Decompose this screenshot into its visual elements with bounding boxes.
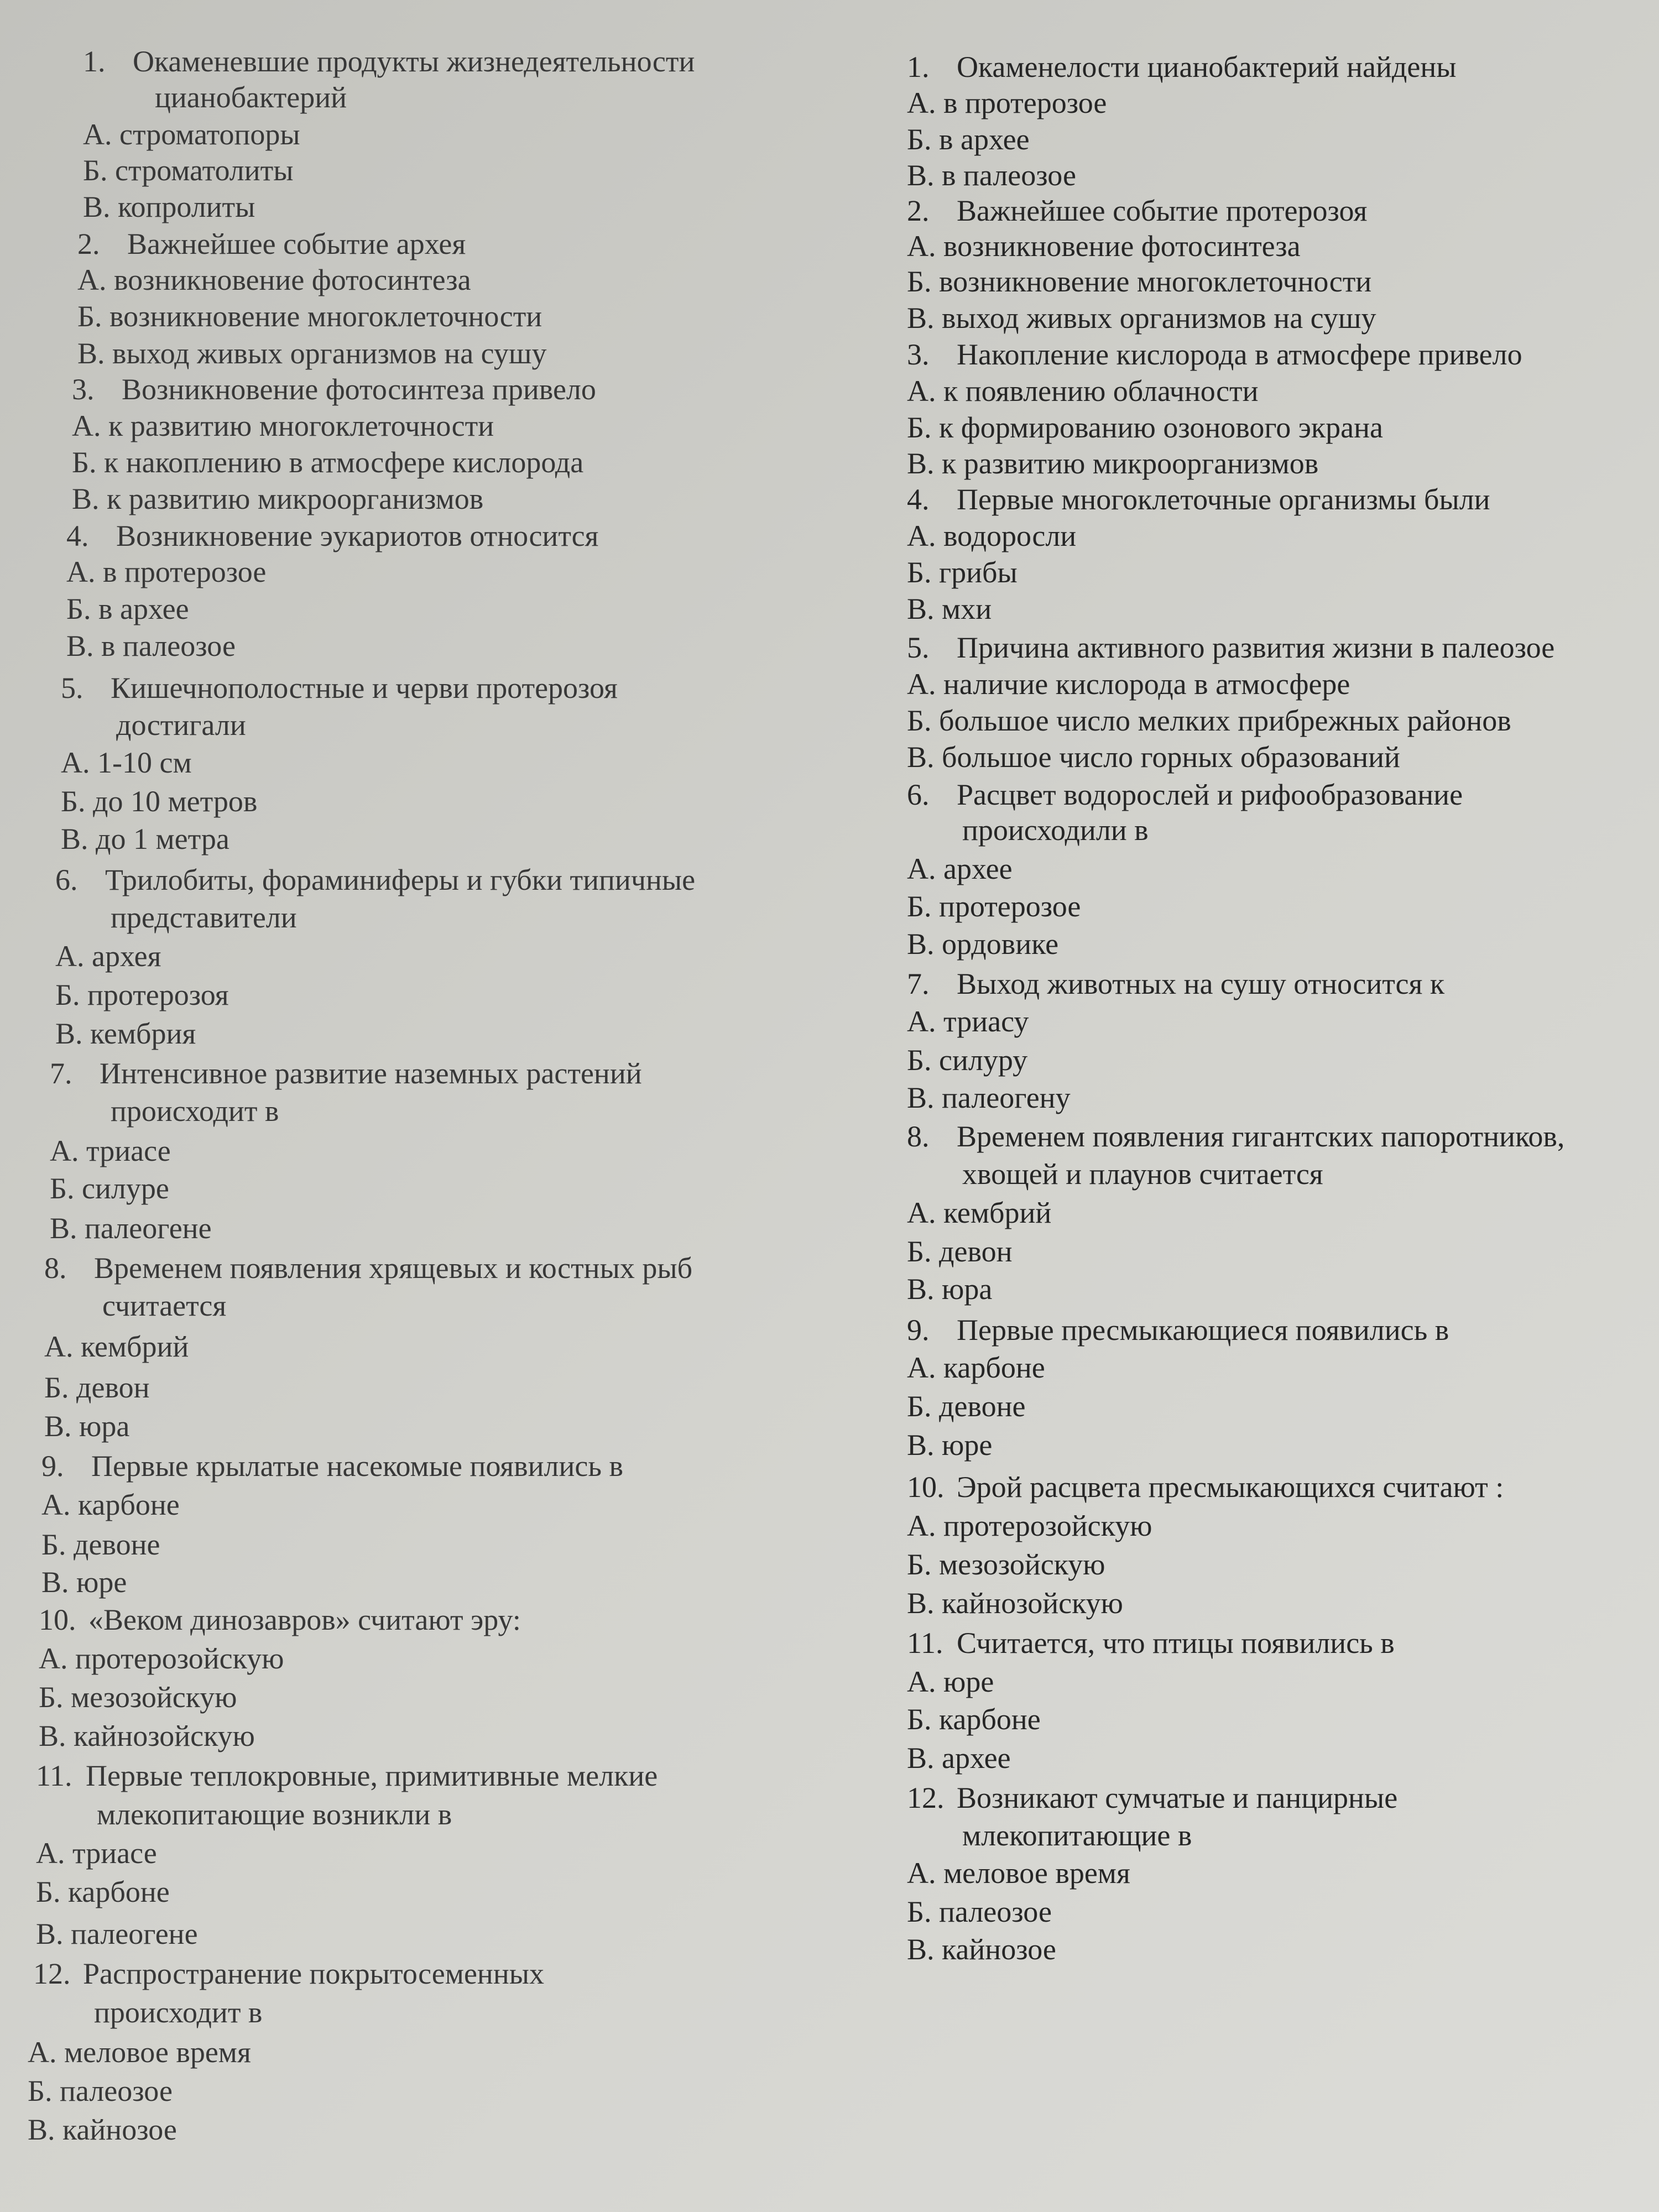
question-text: Окаменелости цианобактерий найдены <box>957 50 1457 84</box>
answer-option <box>36 1917 198 1951</box>
question-text: Временем появления хрящевых и костных рыб <box>94 1251 693 1285</box>
question-text: Накопление кислорода в атмосфере привело <box>957 338 1522 371</box>
answer-option <box>907 1272 992 1306</box>
option-text: Б. мезозойскую <box>39 1681 237 1714</box>
option-text: А. архея <box>55 940 161 973</box>
continuation-text: млекопитающие в <box>962 1819 1192 1852</box>
continuation-text: представители <box>111 901 297 934</box>
question-number: 4. <box>907 483 930 516</box>
answer-option <box>61 745 192 780</box>
option-text: Б. силуру <box>907 1044 1028 1077</box>
question-text: Возникновение фотосинтеза привело <box>122 373 596 406</box>
answer-option <box>55 978 229 1012</box>
question-continuation <box>111 900 297 935</box>
question-text: Причина активного развития жизни в палеозое <box>957 631 1555 664</box>
answer-option <box>907 86 1107 120</box>
option-text: В. выход живых организмов на сушу <box>907 301 1376 335</box>
answer-option <box>907 889 1081 924</box>
question-number: 12. <box>33 1957 71 1990</box>
question-text: Важнейшее событие протерозоя <box>957 194 1368 227</box>
continuation-text: достигали <box>116 708 246 742</box>
answer-option <box>41 1488 180 1522</box>
question-text: Окаменевшие продукты жизнедеятельности <box>133 45 695 78</box>
answer-option <box>72 482 483 516</box>
question-text: Возникновение эукариотов относится <box>116 519 599 552</box>
question-line <box>907 1626 1395 1660</box>
option-text: А. карбоне <box>41 1488 180 1521</box>
question-text: Первые теплокровные, примитивные мелкие <box>86 1759 658 1792</box>
question-text: «Веком динозавров» считают эру: <box>88 1603 521 1636</box>
question-line <box>41 1449 623 1483</box>
option-text: А. наличие кислорода в атмосфере <box>907 667 1350 701</box>
answer-option <box>77 263 471 297</box>
answer-option <box>907 1043 1027 1077</box>
option-text: Б. возникновение многоклеточности <box>77 300 542 333</box>
question-text: Трилобиты, фораминиферы и губки типичные <box>105 863 696 896</box>
question-line <box>907 630 1554 665</box>
answer-option <box>66 629 236 663</box>
option-text: В. к развитию микроорганизмов <box>907 447 1319 480</box>
question-number: 3. <box>907 338 930 371</box>
answer-option <box>55 939 161 973</box>
option-text: В. кайнозойскую <box>39 1719 255 1752</box>
option-text: А. возникновение фотосинтеза <box>907 229 1301 263</box>
option-text: Б. палеозое <box>28 2074 173 2107</box>
answer-option <box>39 1680 237 1714</box>
answer-option <box>50 1211 212 1245</box>
option-text: В. архее <box>907 1741 1011 1775</box>
question-line <box>44 1251 692 1285</box>
answer-option <box>907 1665 994 1699</box>
question-continuation <box>155 80 347 114</box>
question-line <box>907 967 1444 1001</box>
option-text: А. протерозойскую <box>907 1509 1152 1542</box>
question-number: 3. <box>72 373 95 406</box>
answer-option <box>907 703 1511 738</box>
option-text: Б. в архее <box>907 123 1030 156</box>
option-text: В. юра <box>907 1272 993 1306</box>
answer-option <box>907 1932 1056 1966</box>
option-text: А. в протерозое <box>907 86 1107 119</box>
option-text: Б. протерозое <box>907 890 1081 923</box>
answer-option <box>44 1370 149 1405</box>
answer-option <box>61 784 257 818</box>
answer-option <box>55 1016 196 1051</box>
option-text: Б. палеозое <box>907 1895 1052 1928</box>
question-line <box>907 1781 1397 1815</box>
answer-option <box>83 117 300 152</box>
answer-option <box>907 927 1058 961</box>
option-text: Б. девоне <box>907 1390 1026 1423</box>
question-number: 6. <box>907 778 930 811</box>
answer-option <box>907 1004 1029 1039</box>
option-text: Б. в архее <box>66 592 189 625</box>
option-text: Б. возникновение многоклеточности <box>907 265 1372 298</box>
question-text: Первые крылатые насекомые появились в <box>91 1449 623 1483</box>
question-text: Выход животных на сушу относится к <box>957 967 1445 1000</box>
option-text: В. юре <box>41 1566 127 1599</box>
question-continuation <box>111 1094 279 1128</box>
answer-option <box>907 264 1371 299</box>
question-number: 2. <box>77 227 100 260</box>
answer-option <box>36 1836 157 1870</box>
option-text: А. кембрий <box>44 1330 189 1363</box>
question-line <box>907 1313 1449 1347</box>
question-line <box>61 671 618 705</box>
option-text: А. водоросли <box>907 519 1077 552</box>
question-number: 10. <box>907 1470 945 1504</box>
question-line <box>907 482 1490 517</box>
continuation-text: происходит в <box>94 1996 263 2029</box>
option-text: Б. девоне <box>41 1528 160 1561</box>
option-text: Б. карбоне <box>907 1703 1041 1736</box>
answer-option <box>907 122 1030 156</box>
continuation-text: происходили в <box>962 813 1149 847</box>
question-line <box>36 1759 658 1793</box>
question-line <box>83 44 695 79</box>
question-number: 7. <box>907 967 930 1000</box>
option-text: В. юре <box>907 1428 993 1462</box>
answer-option <box>907 1547 1105 1582</box>
answer-option <box>44 1409 129 1443</box>
question-number: 8. <box>907 1120 930 1153</box>
question-continuation <box>962 1818 1192 1853</box>
answer-option <box>907 1081 1071 1115</box>
answer-option <box>907 1586 1123 1620</box>
answer-option <box>907 740 1400 774</box>
answer-option <box>907 1196 1051 1230</box>
answer-option <box>41 1527 160 1562</box>
question-text: Эрой расцвета пресмыкающихся считают : <box>957 1470 1504 1504</box>
option-text: Б. карбоне <box>36 1875 170 1908</box>
option-text: А. триасу <box>907 1005 1029 1038</box>
answer-option <box>907 1702 1041 1736</box>
option-text: А. архее <box>907 852 1013 885</box>
answer-option <box>907 555 1018 589</box>
question-line <box>907 1470 1504 1504</box>
option-text: В. к развитию микроорганизмов <box>72 482 484 515</box>
option-text: В. в палеозое <box>66 629 236 662</box>
option-text: А. триасе <box>50 1134 171 1167</box>
option-text: В. мхи <box>907 592 992 625</box>
question-line <box>39 1603 521 1637</box>
answer-option <box>907 667 1350 701</box>
answer-option <box>907 1895 1052 1929</box>
question-line <box>907 337 1522 372</box>
answer-option <box>907 1234 1012 1269</box>
option-text: Б. девон <box>907 1235 1013 1268</box>
question-number: 7. <box>50 1057 72 1090</box>
answer-option <box>66 555 266 589</box>
continuation-text: считается <box>102 1289 227 1322</box>
question-line <box>50 1056 642 1091</box>
option-text: А. возникновение фотосинтеза <box>77 263 471 296</box>
option-text: А. к появлению облачности <box>907 374 1259 408</box>
question-text: Первые многоклеточные организмы были <box>957 483 1490 516</box>
option-text: Б. мезозойскую <box>907 1548 1105 1581</box>
question-number: 5. <box>907 631 930 664</box>
question-number: 9. <box>907 1313 930 1347</box>
answer-option <box>44 1329 189 1364</box>
answer-option <box>83 153 293 187</box>
answer-option <box>83 190 255 224</box>
question-number: 4. <box>66 519 89 552</box>
question-continuation <box>962 813 1149 847</box>
continuation-text: цианобактерий <box>155 81 347 114</box>
question-text: Кишечнополостные и черви протерозоя <box>111 671 618 705</box>
answer-option <box>907 1509 1152 1543</box>
continuation-text: происходит в <box>111 1094 279 1128</box>
option-text: А. меловое время <box>28 2036 251 2069</box>
option-text: Б. девон <box>44 1371 150 1404</box>
answer-option <box>907 301 1376 335</box>
option-text: В. палеогене <box>36 1917 198 1950</box>
question-continuation <box>116 708 246 742</box>
answer-option <box>36 1875 170 1909</box>
answer-option <box>907 374 1259 408</box>
question-number: 11. <box>36 1759 72 1792</box>
answer-option <box>77 299 542 333</box>
option-text: В. палеогене <box>50 1212 212 1245</box>
option-text: Б. к накоплению в атмосфере кислорода <box>72 446 584 479</box>
answer-option <box>907 1350 1045 1385</box>
option-text: В. до 1 метра <box>61 822 229 855</box>
answer-option <box>907 410 1383 445</box>
question-number: 10. <box>39 1603 76 1636</box>
answer-option <box>907 1856 1130 1890</box>
answer-option <box>907 446 1318 481</box>
option-text: Б. силуре <box>50 1172 169 1205</box>
question-continuation <box>94 1995 262 2030</box>
option-text: В. в палеозое <box>907 159 1076 192</box>
answer-option <box>907 592 992 626</box>
option-text: Б. к формированию озонового экрана <box>907 411 1383 444</box>
question-number: 1. <box>907 50 930 84</box>
question-line <box>77 227 466 261</box>
option-text: А. кембрий <box>907 1196 1052 1229</box>
option-text: Б. большое число мелких прибрежных районов <box>907 704 1511 737</box>
question-text: Интенсивное развитие наземных растений <box>100 1057 642 1090</box>
question-number: 8. <box>44 1251 67 1285</box>
answer-option <box>72 445 583 479</box>
answer-option <box>77 336 547 371</box>
answer-option <box>66 592 189 626</box>
option-text: В. копролиты <box>83 190 255 223</box>
question-line <box>907 1119 1564 1154</box>
question-number: 6. <box>55 863 78 896</box>
option-text: В. кайнозое <box>907 1933 1056 1966</box>
option-text: А. 1-10 см <box>61 746 192 779</box>
answer-option <box>28 2074 173 2108</box>
option-text: В. кембрия <box>55 1017 196 1050</box>
question-continuation <box>102 1288 226 1323</box>
option-text: А. меловое время <box>907 1856 1130 1890</box>
question-line <box>55 863 695 897</box>
option-text: А. триасе <box>36 1837 157 1870</box>
answer-option <box>41 1565 127 1599</box>
question-line <box>72 372 596 406</box>
question-line <box>907 194 1367 228</box>
option-text: А. протерозойскую <box>39 1642 284 1675</box>
continuation-text: млекопитающие возникли в <box>97 1798 452 1831</box>
question-number: 1. <box>83 45 106 78</box>
answer-option <box>61 822 229 856</box>
option-text: В. кайнозойскую <box>907 1587 1123 1620</box>
question-number: 11. <box>907 1626 943 1660</box>
answer-option <box>907 852 1013 886</box>
option-text: В. юра <box>44 1410 130 1443</box>
question-number: 12. <box>907 1781 945 1814</box>
question-line <box>907 50 1457 84</box>
option-text: В. ордовике <box>907 927 1059 961</box>
option-text: А. в протерозое <box>66 555 267 588</box>
question-text: Временем появления гигантских папоротников, <box>957 1120 1565 1153</box>
answer-option <box>28 2112 177 2147</box>
question-text: Первые пресмыкающиеся появились в <box>957 1313 1449 1347</box>
question-text: Считается, что птицы появились в <box>957 1626 1395 1660</box>
question-number: 2. <box>907 194 930 227</box>
question-line <box>33 1957 544 1991</box>
answer-option <box>907 229 1301 263</box>
question-number: 9. <box>41 1449 64 1483</box>
answer-option <box>50 1134 171 1168</box>
question-text: Важнейшее событие архея <box>127 227 466 260</box>
answer-option <box>39 1641 284 1676</box>
option-text: А. юре <box>907 1665 994 1698</box>
option-text: В. палеогену <box>907 1081 1071 1114</box>
option-text: Б. строматолиты <box>83 154 294 187</box>
answer-option <box>39 1719 255 1753</box>
answer-option <box>907 519 1076 553</box>
question-number: 5. <box>61 671 84 705</box>
option-text: Б. протерозоя <box>55 978 229 1011</box>
option-text: А. строматопоры <box>83 118 300 151</box>
option-text: В. выход живых организмов на сушу <box>77 337 547 370</box>
question-text: Расцвет водорослей и рифообразование <box>957 778 1463 811</box>
question-continuation <box>97 1797 452 1832</box>
option-text: В. большое число горных образований <box>907 740 1400 774</box>
answer-option <box>50 1171 169 1206</box>
option-text: Б. до 10 метров <box>61 785 258 818</box>
option-text: А. к развитию многоклеточности <box>72 409 494 442</box>
option-text: А. карбоне <box>907 1351 1045 1384</box>
answer-option <box>907 1389 1025 1423</box>
question-line <box>907 778 1463 812</box>
answer-option <box>907 158 1076 192</box>
option-text: Б. грибы <box>907 556 1018 589</box>
question-continuation <box>962 1157 1323 1191</box>
continuation-text: хвощей и плаунов считается <box>962 1157 1323 1191</box>
option-text: В. кайнозое <box>28 2113 177 2146</box>
question-text: Распространение покрытосеменных <box>83 1957 544 1990</box>
answer-option <box>907 1428 992 1462</box>
question-line <box>66 519 598 553</box>
question-text: Возникают сумчатые и панцирные <box>957 1781 1398 1814</box>
answer-option <box>72 409 494 443</box>
answer-option <box>907 1741 1011 1775</box>
answer-option <box>28 2035 251 2069</box>
